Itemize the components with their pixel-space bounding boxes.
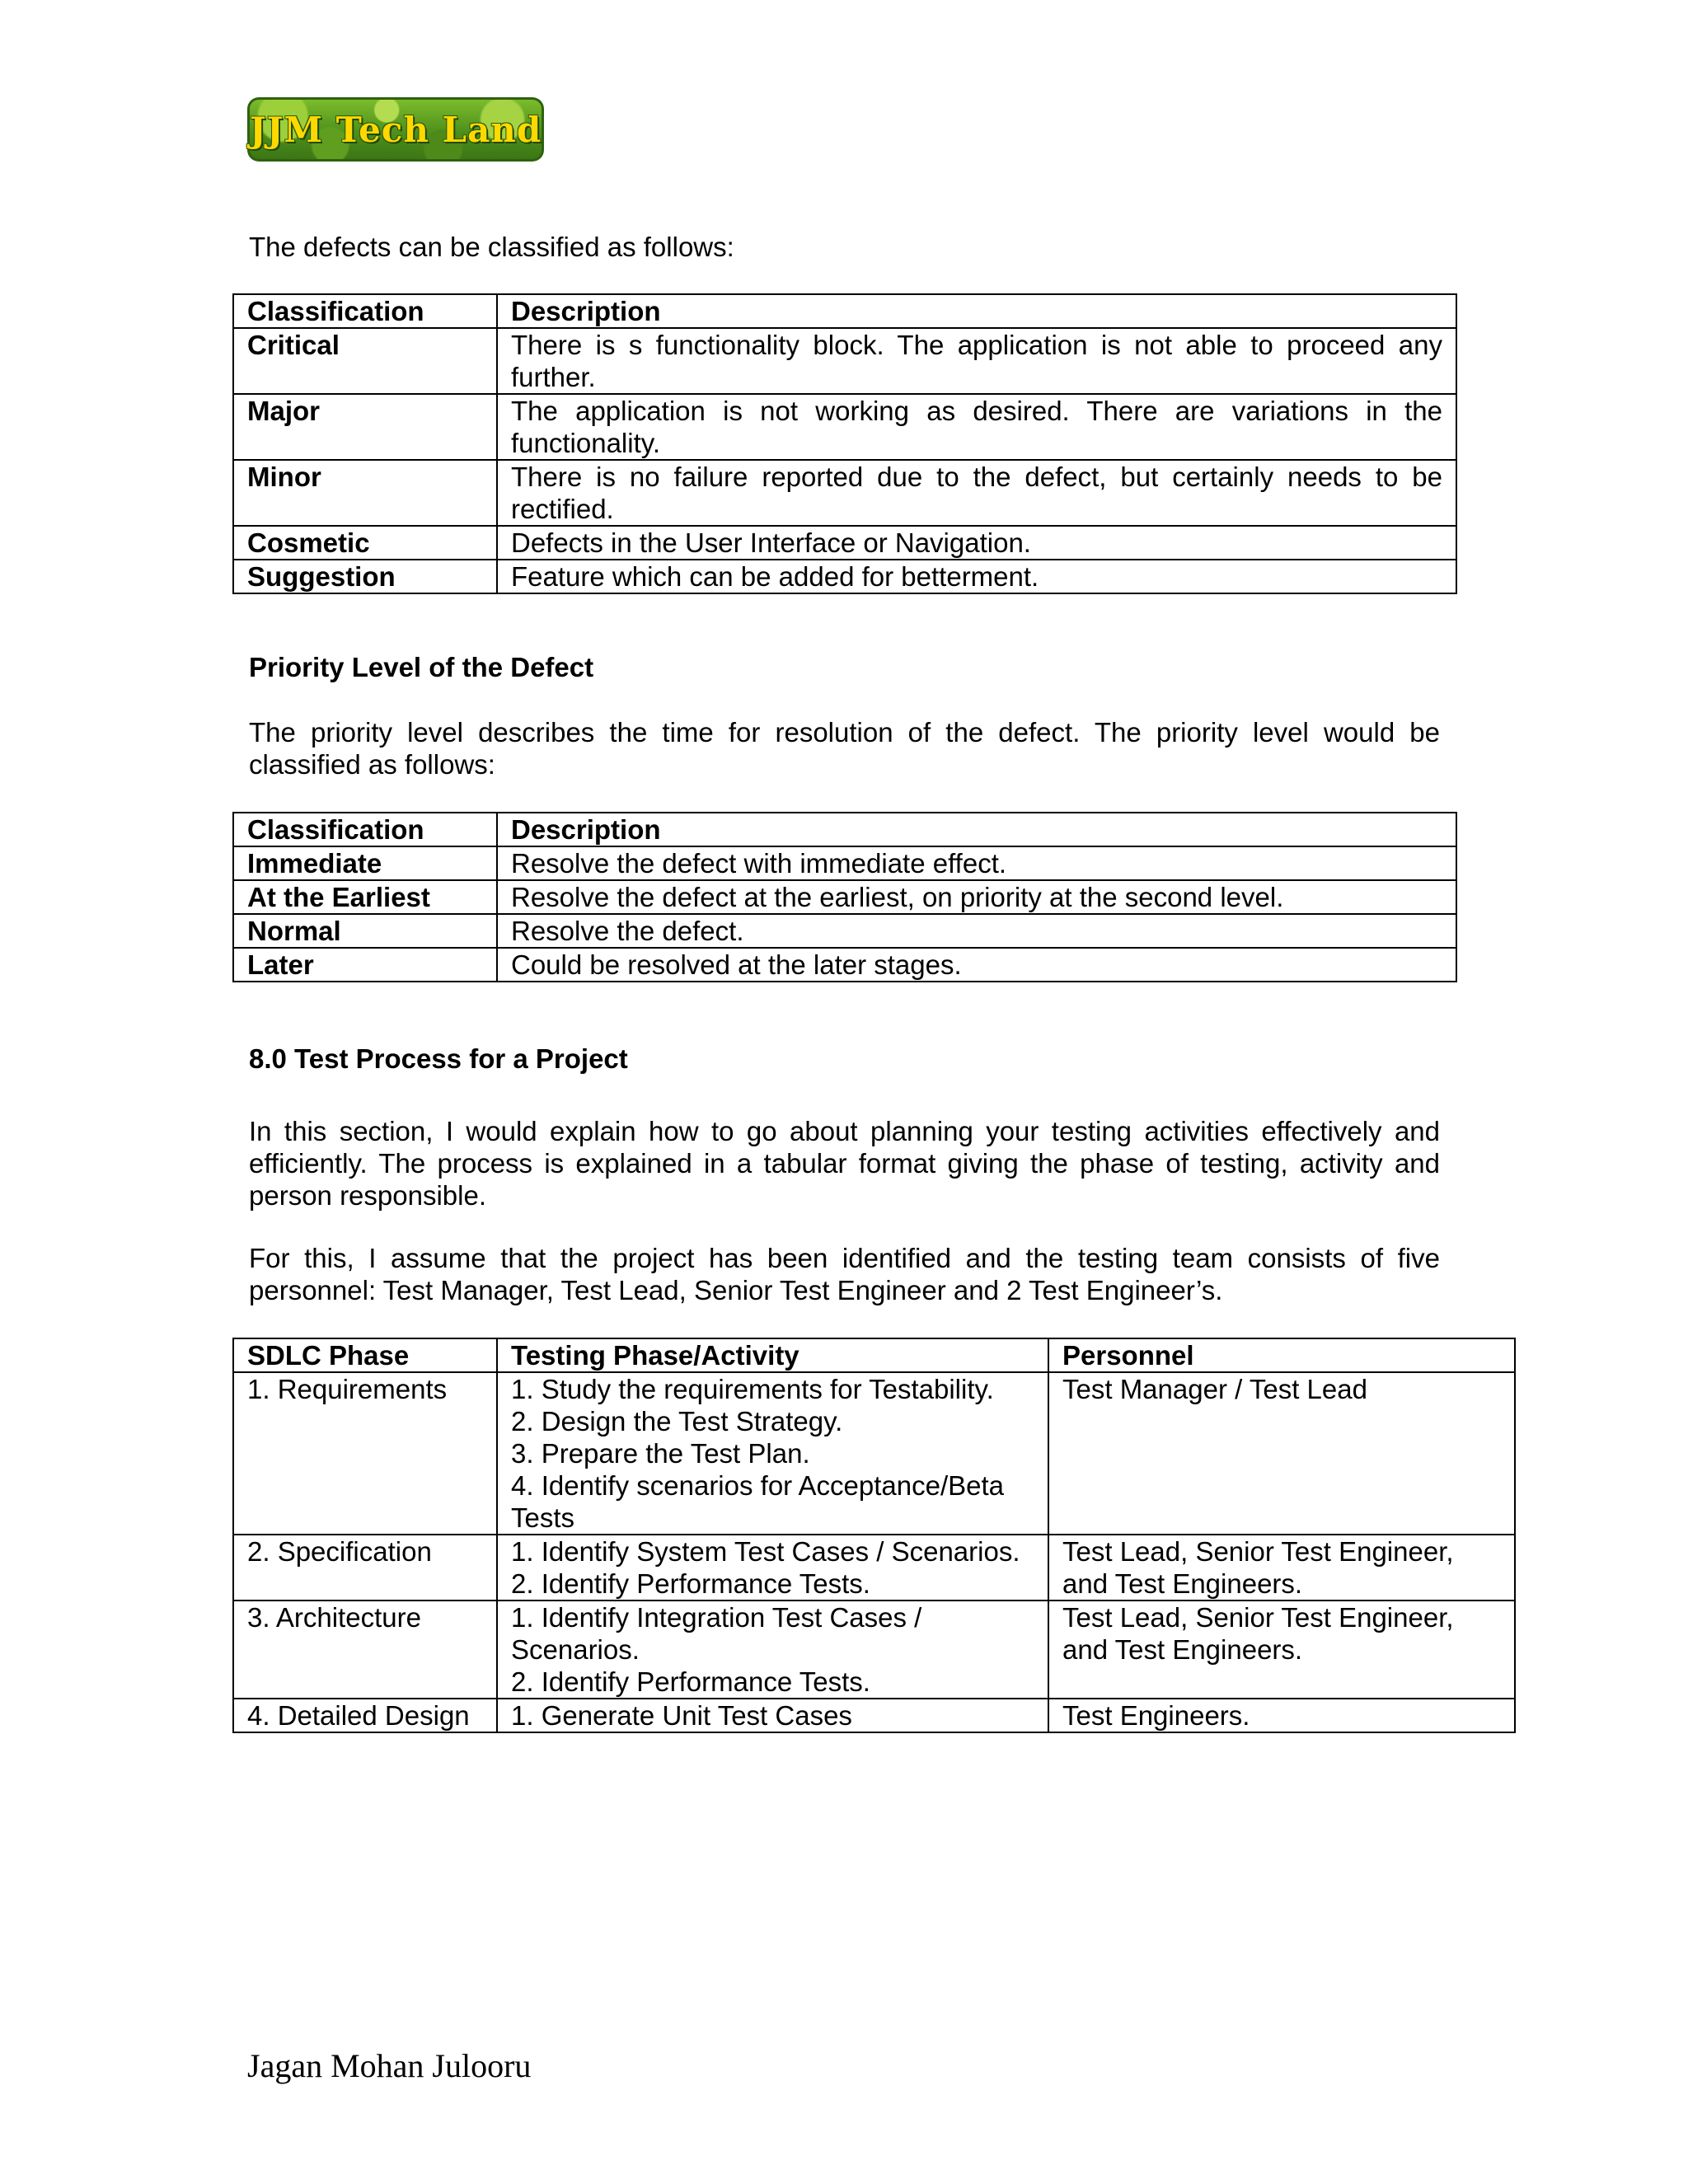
activity-cell — [497, 1699, 1048, 1732]
classification-cell: At the Earliest — [233, 880, 497, 914]
activity-item: 1. Identify Integration Test Cases / Scenarios. — [511, 1602, 922, 1665]
table-row — [233, 1535, 1515, 1601]
table-row — [233, 560, 1456, 593]
table-row — [233, 846, 1456, 880]
activity-item: 1. Identify System Test Cases / Scenarios. — [511, 1536, 1020, 1567]
activity-item: 2. Identify Performance Tests. — [511, 1568, 870, 1599]
description-cell: The application is not working as desired. There are variations in the functionality. — [497, 394, 1456, 460]
jjm-tech-land-logo — [247, 97, 544, 162]
header-classification: Classification — [233, 294, 497, 328]
header-classification: Classification — [233, 813, 497, 846]
sdlc-process-table — [232, 1338, 1516, 1733]
classification-cell: Immediate — [233, 846, 497, 880]
header-testing-activity: Testing Phase/Activity — [497, 1338, 1048, 1372]
personnel-cell: Test Engineers. — [1048, 1699, 1515, 1732]
activity-item: 4. Identify scenarios for Acceptance/Beta Tests — [511, 1470, 1005, 1533]
priority-heading: Priority Level of the Defect — [249, 652, 594, 682]
description-cell: There is s functionality block. The application is not able to proceed any further. — [497, 328, 1456, 394]
activity-cell — [497, 1535, 1048, 1601]
table-row — [233, 460, 1456, 526]
activity-item: 3. Prepare the Test Plan. — [511, 1438, 810, 1469]
description-cell: Resolve the defect with immediate effect. — [497, 846, 1456, 880]
intro-text: The defects can be classified as follows: — [249, 232, 734, 262]
activity-cell — [497, 1601, 1048, 1699]
header-description: Description — [497, 294, 1456, 328]
personnel-cell: Test Lead, Senior Test Engineer, and Test Engineers. — [1048, 1535, 1515, 1601]
logo-text: JJM Tech Land — [249, 109, 542, 150]
description-cell: Could be resolved at the later stages. — [497, 948, 1456, 982]
test-process-text-1: In this section, I would explain how to go about planning your testing activities effectively and efficiently. The process is explained in a tabular format giving the phase of testing, activity and person responsible. — [249, 1116, 1440, 1211]
priority-level-table — [232, 812, 1457, 982]
table-header-row — [233, 294, 1456, 328]
table-row — [233, 1601, 1515, 1699]
activity-cell — [497, 1372, 1048, 1535]
description-cell: Feature which can be added for betterment. — [497, 560, 1456, 593]
table-row — [233, 394, 1456, 460]
phase-cell: 1. Requirements — [233, 1372, 497, 1535]
description-cell: Defects in the User Interface or Navigation. — [497, 526, 1456, 560]
classification-cell: Later — [233, 948, 497, 982]
activity-item: 1. Generate Unit Test Cases — [511, 1700, 852, 1731]
table-row — [233, 1699, 1515, 1732]
test-process-text-2: For this, I assume that the project has been identified and the testing team consists of five personnel: Test Manager, Test Lead, Senior Test Engineer and 2 Test Engineer’s. — [249, 1243, 1440, 1305]
table-row — [233, 948, 1456, 982]
activity-item: 2. Identify Performance Tests. — [511, 1666, 870, 1697]
description-cell: Resolve the defect. — [497, 914, 1456, 948]
table-header-row — [233, 813, 1456, 846]
table-header-row — [233, 1338, 1515, 1372]
table-row — [233, 1372, 1515, 1535]
classification-cell: Suggestion — [233, 560, 497, 593]
table-row — [233, 328, 1456, 394]
phase-cell: 2. Specification — [233, 1535, 497, 1601]
table-row — [233, 880, 1456, 914]
activity-item: 2. Design the Test Strategy. — [511, 1406, 843, 1436]
priority-text: The priority level describes the time for resolution of the defect. The priority level would be classified as follows: — [249, 717, 1440, 780]
test-process-heading: 8.0 Test Process for a Project — [249, 1043, 628, 1074]
table-row — [233, 526, 1456, 560]
phase-cell: 3. Architecture — [233, 1601, 497, 1699]
classification-cell: Critical — [233, 328, 497, 394]
classification-cell: Normal — [233, 914, 497, 948]
defect-classification-table — [232, 293, 1457, 594]
header-personnel: Personnel — [1048, 1338, 1515, 1372]
personnel-cell: Test Lead, Senior Test Engineer, and Test Engineers. — [1048, 1601, 1515, 1699]
classification-cell: Cosmetic — [233, 526, 497, 560]
classification-cell: Major — [233, 394, 497, 460]
description-cell: There is no failure reported due to the defect, but certainly needs to be rectified. — [497, 460, 1456, 526]
classification-cell: Minor — [233, 460, 497, 526]
footer-author: Jagan Mohan Julooru — [247, 2047, 532, 2084]
activity-item: 1. Study the requirements for Testability. — [511, 1374, 994, 1404]
phase-cell: 4. Detailed Design — [233, 1699, 497, 1732]
header-sdlc-phase: SDLC Phase — [233, 1338, 497, 1372]
header-description: Description — [497, 813, 1456, 846]
personnel-cell: Test Manager / Test Lead — [1048, 1372, 1515, 1535]
table-row — [233, 914, 1456, 948]
description-cell: Resolve the defect at the earliest, on priority at the second level. — [497, 880, 1456, 914]
